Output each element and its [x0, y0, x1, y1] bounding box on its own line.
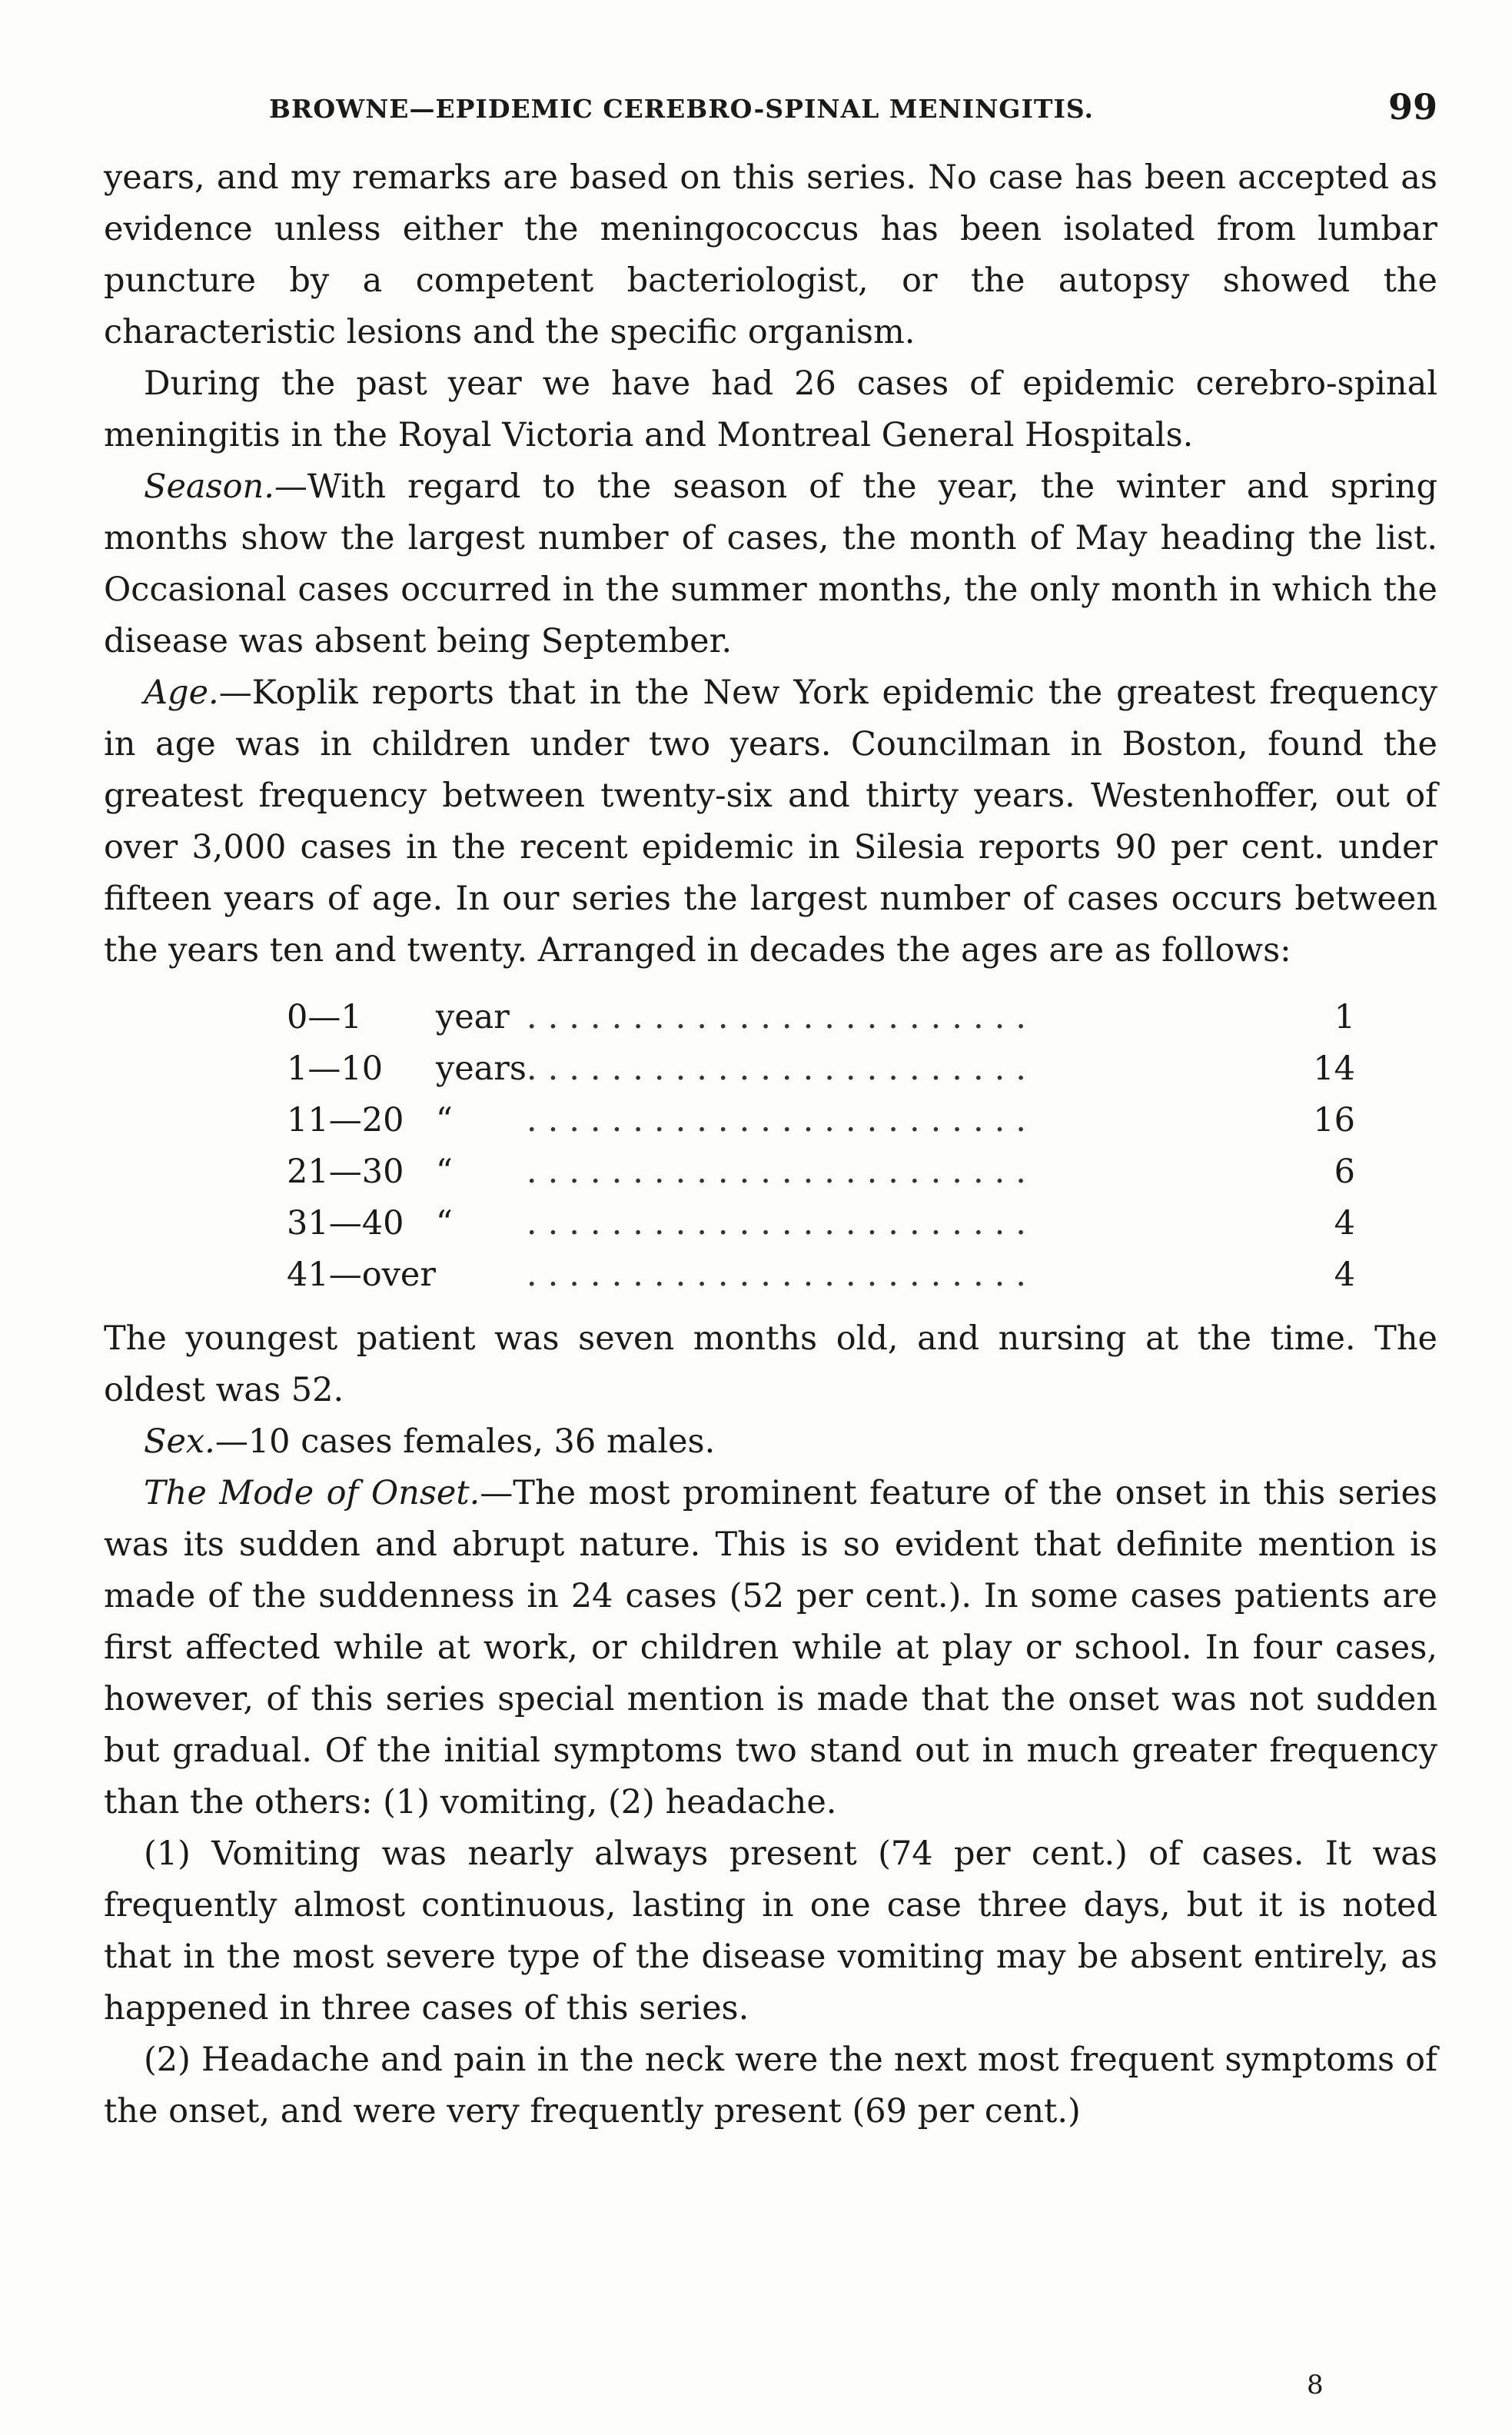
age-range: 1—10 — [287, 1050, 384, 1088]
dot-leader: ........................ — [526, 1204, 1037, 1242]
case-count: 4 — [1334, 1204, 1355, 1242]
running-title: BROWNE—EPIDEMIC CEREBRO-SPINAL MENINGITIS. — [269, 94, 1095, 124]
table-row — [287, 1198, 1355, 1249]
paragraph-sex — [104, 1416, 1437, 1468]
paragraph-vomiting: (1) Vomiting was nearly always present (74 per cent.) of cases. It was frequently almost continuous, lasting in one case three days, but it is noted that in the most severe type of the disease vomiting may be absent entirely, as happened in three cases of this series. — [104, 1835, 1437, 2028]
case-count: 1 — [1334, 998, 1355, 1036]
table-row — [287, 1043, 1355, 1095]
paragraph-mode-of-onset — [104, 1468, 1437, 1828]
case-count: 6 — [1334, 1153, 1355, 1191]
dot-leader: ........................ — [526, 1153, 1037, 1191]
paragraph-season — [104, 461, 1437, 667]
table-row — [287, 992, 1355, 1043]
dot-leader: ........................ — [526, 1101, 1037, 1139]
age-unit: year — [435, 998, 510, 1036]
mode-of-onset-heading: The Mode of Onset. — [144, 1474, 480, 1512]
dot-leader: ........................ — [526, 1050, 1037, 1088]
page-number: 99 — [1387, 86, 1437, 128]
age-distribution-table — [287, 992, 1355, 1301]
age-range: 41—over — [287, 1256, 436, 1294]
paragraph-case-count: During the past year we have had 26 cases of epidemic cerebro-spinal meningitis in the Royal Victoria and Montreal General Hospitals. — [104, 364, 1437, 454]
paragraph-headache: (2) Headache and pain in the neck were the next most frequent symptoms of the onset, and were very frequently present (69 per cent.) — [104, 2041, 1437, 2131]
dot-leader: ........................ — [526, 998, 1037, 1036]
age-range: 11—20 — [287, 1101, 404, 1139]
age-range: 21—30 — [287, 1153, 404, 1191]
age-unit: “ — [435, 1204, 453, 1242]
age-unit: years — [435, 1050, 527, 1088]
table-row — [287, 1095, 1355, 1146]
season-heading: Season. — [144, 467, 274, 506]
paragraph-age — [104, 667, 1437, 976]
age-text: —Koplik reports that in the New York epidemic the greatest frequency in age was in children under two years. Councilman in Boston, found the greatest frequency between twenty-six and thirty years. Westenhoffer, out of over 3,000 cases in the recent epidemic in Silesia reports 90 per cent. under fifteen years of age. In our series the largest number of cases occurs between the years ten and twenty. Arranged in decades the ages are as follows: — [104, 674, 1437, 970]
dot-leader: ........................ — [526, 1256, 1037, 1294]
signature-mark: 8 — [1307, 2370, 1324, 2400]
age-range: 31—40 — [287, 1204, 404, 1242]
age-unit — [436, 1249, 527, 1301]
age-unit: “ — [435, 1101, 453, 1139]
table-row — [287, 1146, 1355, 1198]
mode-of-onset-text: —The most prominent feature of the onset in this series was its sudden and abrupt nature. This is so evident that definite mention is made of the suddenness in 24 cases (52 per cent.). In some cases patients are first affected while at work, or children while at play or school. In four cases, however, of this series special mention is made that the onset was not sudden but gradual. Of the initial symptoms two stand out in much greater frequency than the others: (1) vomiting, (2) headache. — [104, 1474, 1437, 1821]
case-count: 4 — [1334, 1256, 1355, 1294]
body-text — [104, 152, 1437, 2137]
age-unit: “ — [435, 1153, 453, 1191]
season-text: —With regard to the season of the year, the winter and spring months show the largest number of cases, the month of May heading the list. Occasional cases occurred in the summer months, the only month in which the disease was absent being September. — [104, 467, 1437, 660]
age-heading: Age. — [144, 674, 219, 712]
case-count: 14 — [1313, 1050, 1355, 1088]
page-header — [100, 86, 1437, 140]
table-row — [287, 1249, 1355, 1301]
paragraph-criteria: years, and my remarks are based on this series. No case has been accepted as evidence unless either the meningococcus has been isolated from lumbar puncture by a competent bacteriologist, or the autopsy showed the characteristic lesions and the specific organism. — [104, 158, 1437, 351]
case-count: 16 — [1313, 1101, 1355, 1139]
sex-text: —10 cases females, 36 males. — [214, 1422, 716, 1461]
paragraph-youngest-oldest: The youngest patient was seven months old, and nursing at the time. The oldest was 52. — [104, 1319, 1437, 1409]
sex-heading: Sex. — [144, 1422, 215, 1461]
age-range: 0—1 — [287, 998, 362, 1036]
